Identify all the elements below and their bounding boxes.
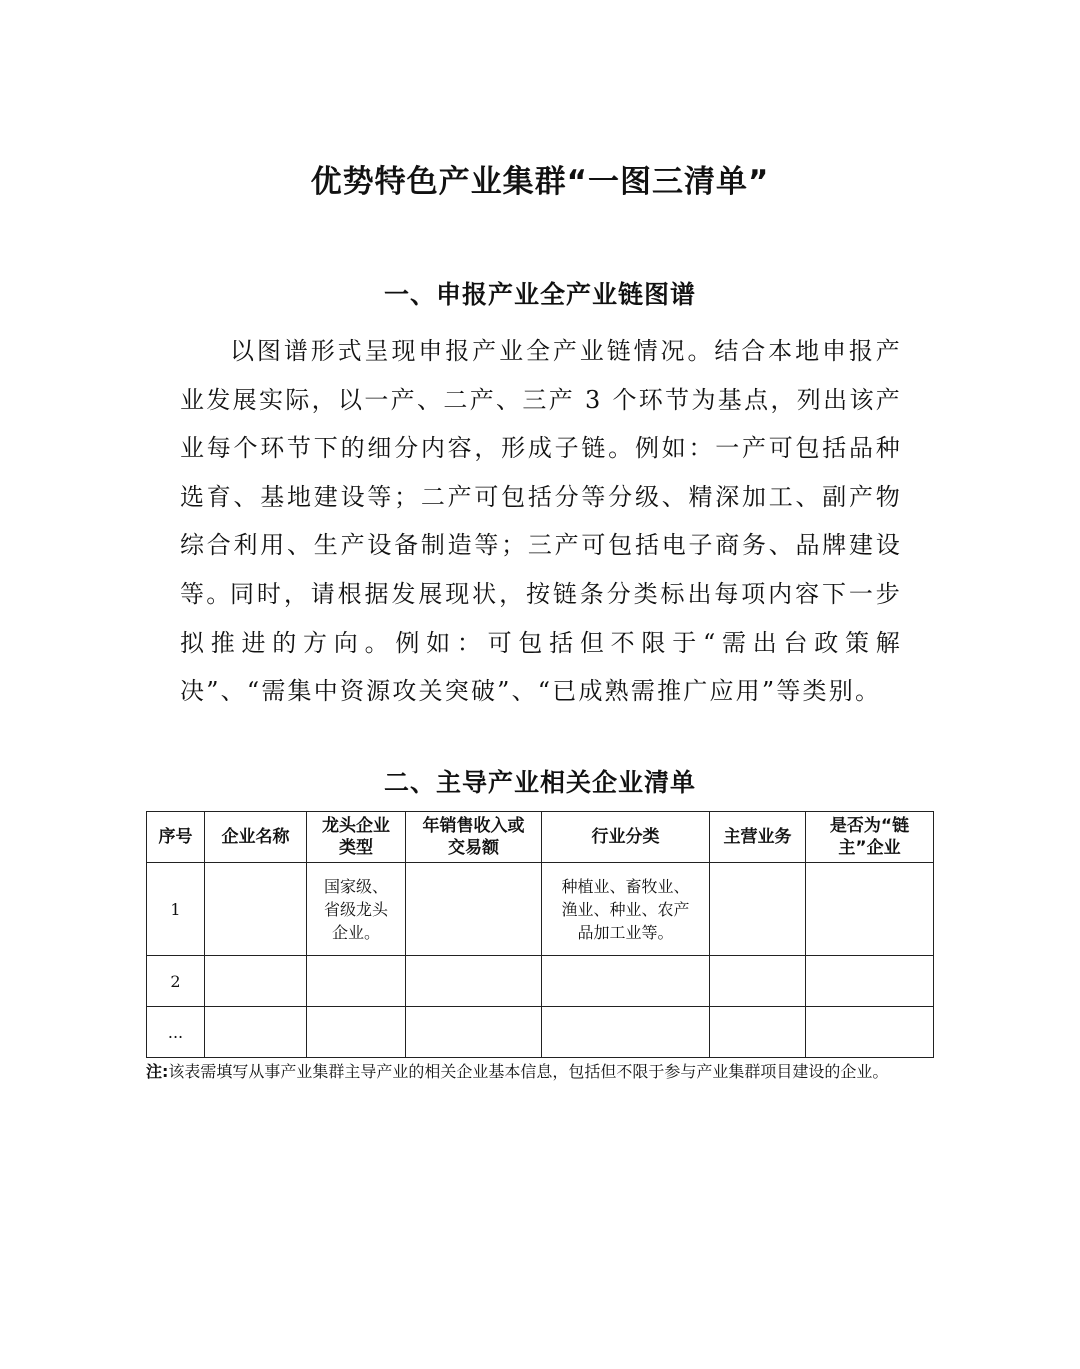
cell-line: 渔业、种业、农产 — [561, 899, 690, 919]
table-header-cell: 主营业务 — [710, 812, 806, 863]
section-heading-2: 二、主导产业相关企业清单 — [383, 768, 696, 797]
cell-line: 省级龙头 — [323, 899, 388, 919]
table-row — [147, 1007, 934, 1058]
table-cell-industry — [542, 863, 710, 956]
table-cell-empty — [542, 956, 710, 1007]
table-header-cell: 企业名称 — [205, 812, 307, 863]
table-cell-empty — [710, 956, 806, 1007]
table-cell-seq: 2 — [147, 956, 205, 1007]
page-title: 优势特色产业集群“一图三清单” — [310, 164, 770, 200]
table-cell-empty — [806, 956, 934, 1007]
paragraph: 同时，请根据发展现状，按链条分类标出每项内容下一步拟推进的方向。例如：可包括但不限于“需出台政策解决”、“需集中资源攻关突破”、“已成熟需推广应用”等类别。 — [180, 580, 902, 705]
table-cell-empty — [406, 956, 542, 1007]
table-header-cell: 是否为“链主”企业 — [806, 812, 934, 863]
table-row — [147, 956, 934, 1007]
table-cell-empty — [205, 1007, 307, 1058]
table-row — [147, 863, 934, 956]
cell-line: 品加工业等。 — [577, 922, 674, 942]
paragraph: 以图谱形式呈现申报产业全产业链情况。结合本地申报产业发展实际，以一产、二产、三产 3 个环节为基点，列出该产业每个环节下的细分内容，形成子链。例如：一产可包括品种选育、基地建设等；二产可包括分等分级、精深加工、副产物综合利用、生产设备制造等；三产可包括电子商务、品牌建设等。 — [180, 337, 902, 608]
enterprise-table — [146, 811, 934, 1058]
table-cell-seq: ... — [147, 1007, 205, 1058]
section-heading-1: 一、申报产业全产业链图谱 — [383, 280, 696, 309]
table-header-cell: 序号 — [147, 812, 205, 863]
table-cell-empty — [710, 863, 806, 956]
cell-line: 企业。 — [331, 922, 380, 942]
table-header-cell: 龙头企业类型 — [307, 812, 406, 863]
table-cell-empty — [406, 1007, 542, 1058]
table-cell-empty — [542, 1007, 710, 1058]
cell-line: 种植业、畜牧业、 — [561, 876, 690, 896]
table-cell-empty — [710, 1007, 806, 1058]
note-label: 注: — [146, 1062, 169, 1081]
table-cell-empty — [205, 956, 307, 1007]
table-cell-leader-type — [307, 863, 406, 956]
table-cell-empty — [806, 863, 934, 956]
table-note — [146, 1058, 936, 1085]
table-cell-empty — [307, 956, 406, 1007]
table-header-cell: 年销售收入或交易额 — [406, 812, 542, 863]
note-text: 该表需填写从事产业集群主导产业的相关企业基本信息，包括但不限于参与产业集群项目建设的企业。 — [168, 1062, 889, 1081]
cell-line: 国家级、 — [323, 876, 388, 896]
table-header-cell: 行业分类 — [542, 812, 710, 863]
table-cell-empty — [205, 863, 307, 956]
table-header-row — [147, 812, 934, 863]
table-cell-empty — [307, 1007, 406, 1058]
table-cell-empty — [806, 1007, 934, 1058]
table-cell-empty — [406, 863, 542, 956]
table-cell-seq: 1 — [147, 863, 205, 956]
